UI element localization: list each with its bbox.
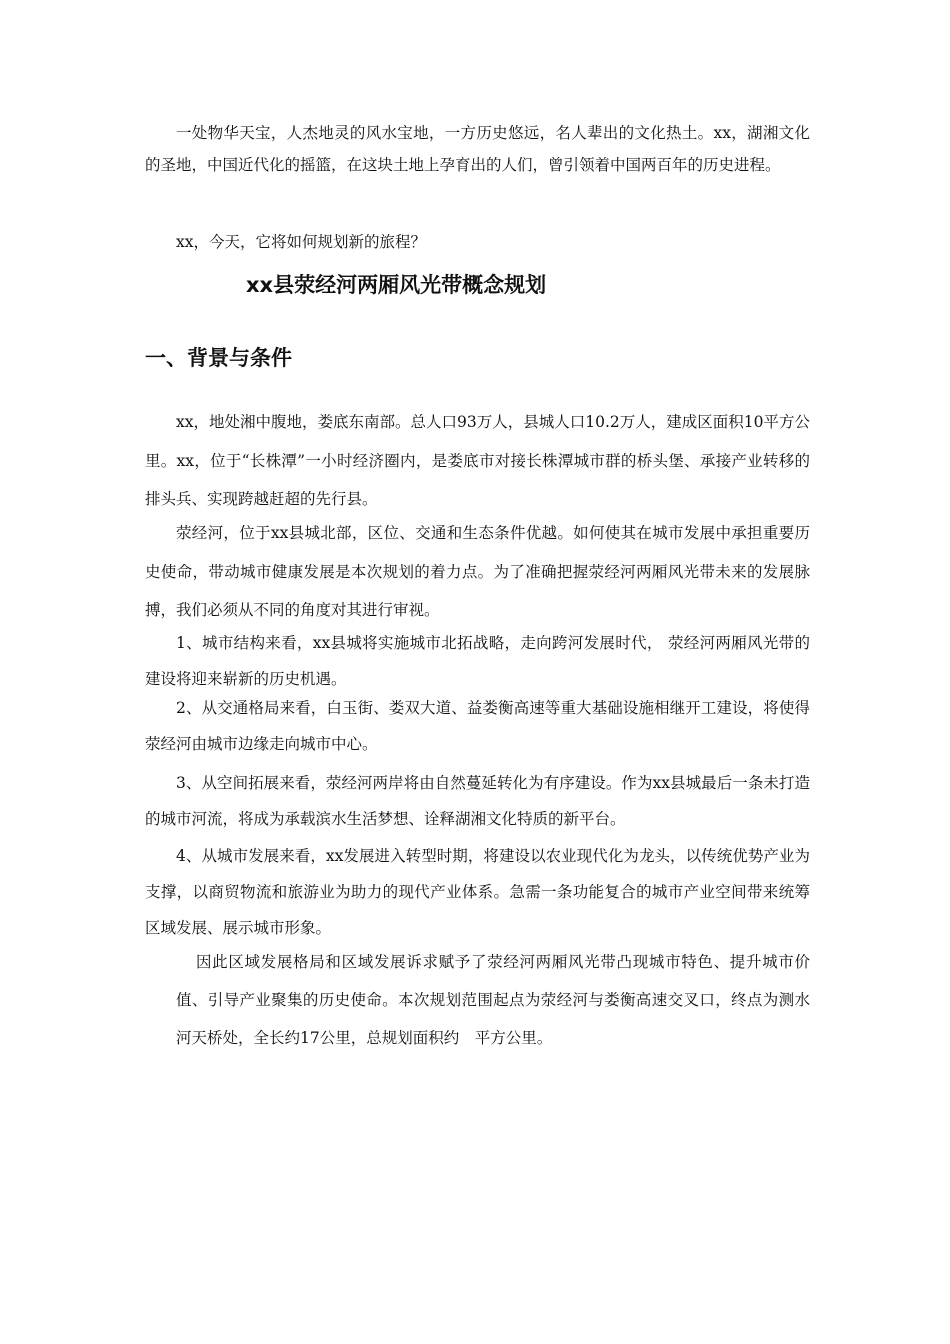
intro-paragraph-2: xx，今天，它将如何规划新的旅程？: [176, 233, 426, 251]
body-paragraph-point-4: 4、从城市发展来看，xx发展进入转型时期，将建设以农业现代化为龙头，以传统优势产业为支撑，以商贸物流和旅游业为助力的现代产业体系。急需一条功能复合的城市产业空间带来统筹区域发展、展示城市形象。: [145, 847, 810, 937]
document-title: xx县荥经河两厢风光带概念规划: [246, 273, 547, 297]
body-paragraph-point-2: 2、从交通格局来看，白玉街、娄双大道、益娄衡高速等重大基础设施相继开工建设，将使得荥经河由城市边缘走向城市中心。: [145, 699, 810, 753]
section-heading: 一、背景与条件: [145, 346, 292, 370]
closing-paragraph: 因此区域发展格局和区域发展诉求赋予了荥经河两厢风光带凸现城市特色、提升城市价值、引导产业聚集的历史使命。本次规划范围起点为荥经河与娄衡高速交叉口，终点为测水河天桥处，全长约17公里，总规划面积约 平方公里。: [176, 953, 810, 1047]
body-paragraph-river: 荥经河，位于xx县城北部，区位、交通和生态条件优越。如何使其在城市发展中承担重要历史使命，带动城市健康发展是本次规划的着力点。为了准确把握荥经河两厢风光带未来的发展脉搏，我们必须从不同的角度对其进行审视。: [145, 524, 810, 619]
body-paragraph-location: xx，地处湘中腹地，娄底东南部。总人口93万人，县城人口10.2万人，建成区面积10平方公里。xx，位于“长株潭”一小时经济圈内，是娄底市对接长株潭城市群的桥头堡、承接产业转移的排头兵、实现跨越赶超的先行县。: [145, 413, 810, 508]
intro-paragraph-1: 一处物华天宝，人杰地灵的风水宝地，一方历史悠远，名人辈出的文化热土。xx，湖湘文化的圣地，中国近代化的摇篮，在这块土地上孕育出的人们，曾引领着中国两百年的历史进程。: [145, 124, 810, 174]
body-paragraph-point-3: 3、从空间拓展来看，荥经河两岸将由自然蔓延转化为有序建设。作为xx县城最后一条未打造的城市河流，将成为承载滨水生活梦想、诠释湖湘文化特质的新平台。: [145, 774, 810, 828]
body-paragraph-point-1: 1、城市结构来看，xx县城将实施城市北拓战略，走向跨河发展时代， 荥经河两厢风光带的建设将迎来崭新的历史机遇。: [145, 634, 810, 688]
